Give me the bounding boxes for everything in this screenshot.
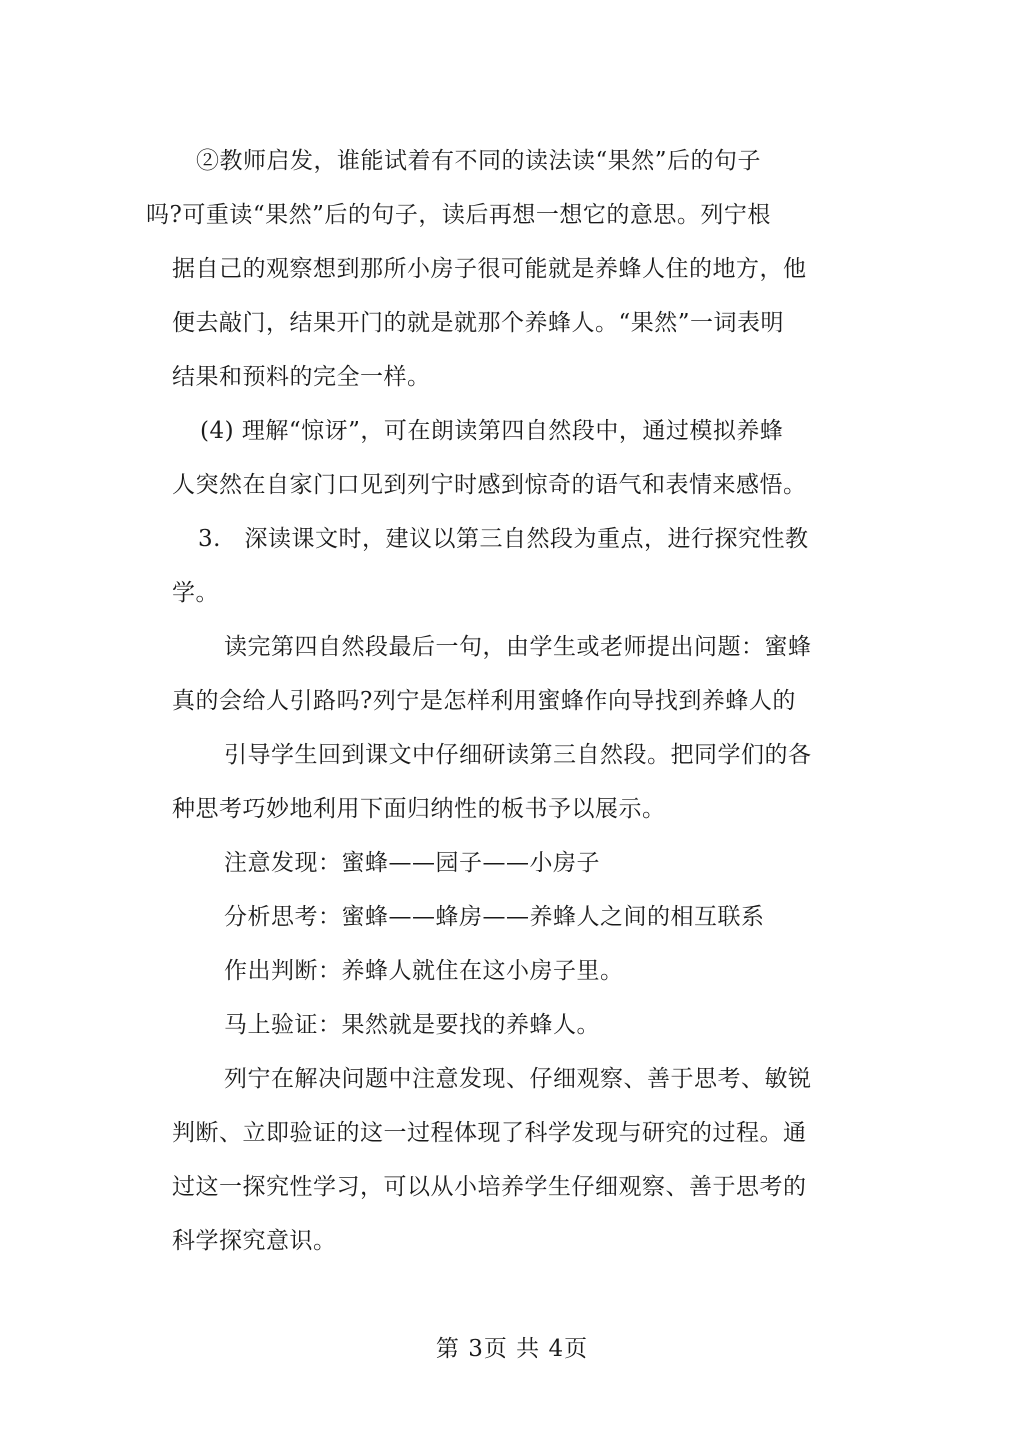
text-line: 种思考巧妙地利用下面归纳性的板书予以展示。 xyxy=(172,796,666,822)
text-line: 真的会给人引路吗?列宁是怎样利用蜜蜂作向导找到养蜂人的 xyxy=(172,688,796,714)
text-line: 人突然在自家门口见到列宁时感到惊奇的语气和表情来感悟。 xyxy=(172,472,807,498)
text-line: 3. 深读课文时，建议以第三自然段为重点，进行探究性教 xyxy=(198,526,809,552)
text-line: 作出判断：养蜂人就住在这小房子里。 xyxy=(224,958,624,984)
page-number: 第 3页 共 4页 xyxy=(435,1336,589,1362)
text-line: 读完第四自然段最后一句，由学生或老师提出问题：蜜蜂 xyxy=(224,634,812,660)
text-line: 据自己的观察想到那所小房子很可能就是养蜂人住的地方，他 xyxy=(172,256,807,282)
text-line: 马上验证：果然就是要找的养蜂人。 xyxy=(224,1012,600,1038)
text-line: 判断、立即验证的这一过程体现了科学发现与研究的过程。通 xyxy=(172,1120,807,1146)
text-line: 注意发现：蜜蜂——园子——小房子 xyxy=(224,850,600,876)
text-line: 引导学生回到课文中仔细研读第三自然段。把同学们的各 xyxy=(224,742,812,768)
text-line: (4) 理解“惊讶”，可在朗读第四自然段中，通过模拟养蜂 xyxy=(200,418,784,444)
text-line: 科学探究意识。 xyxy=(172,1228,337,1254)
text-line: 列宁在解决问题中注意发现、仔细观察、善于思考、敏锐 xyxy=(224,1066,812,1092)
text-line: 过这一探究性学习，可以从小培养学生仔细观察、善于思考的 xyxy=(172,1174,807,1200)
text-line: 结果和预料的完全一样。 xyxy=(172,364,431,390)
text-line: 便去敲门，结果开门的就是就那个养蜂人。“果然”一词表明 xyxy=(172,310,785,336)
text-line: 分析思考：蜜蜂——蜂房——养蜂人之间的相互联系 xyxy=(224,904,765,930)
text-line: 学。 xyxy=(172,580,219,606)
text-line: 吗?可重读“果然”后的句子，读后再想一想它的意思。列宁根 xyxy=(146,202,771,228)
text-line: ②教师启发，谁能试着有不同的读法读“果然”后的句子 xyxy=(196,148,762,174)
